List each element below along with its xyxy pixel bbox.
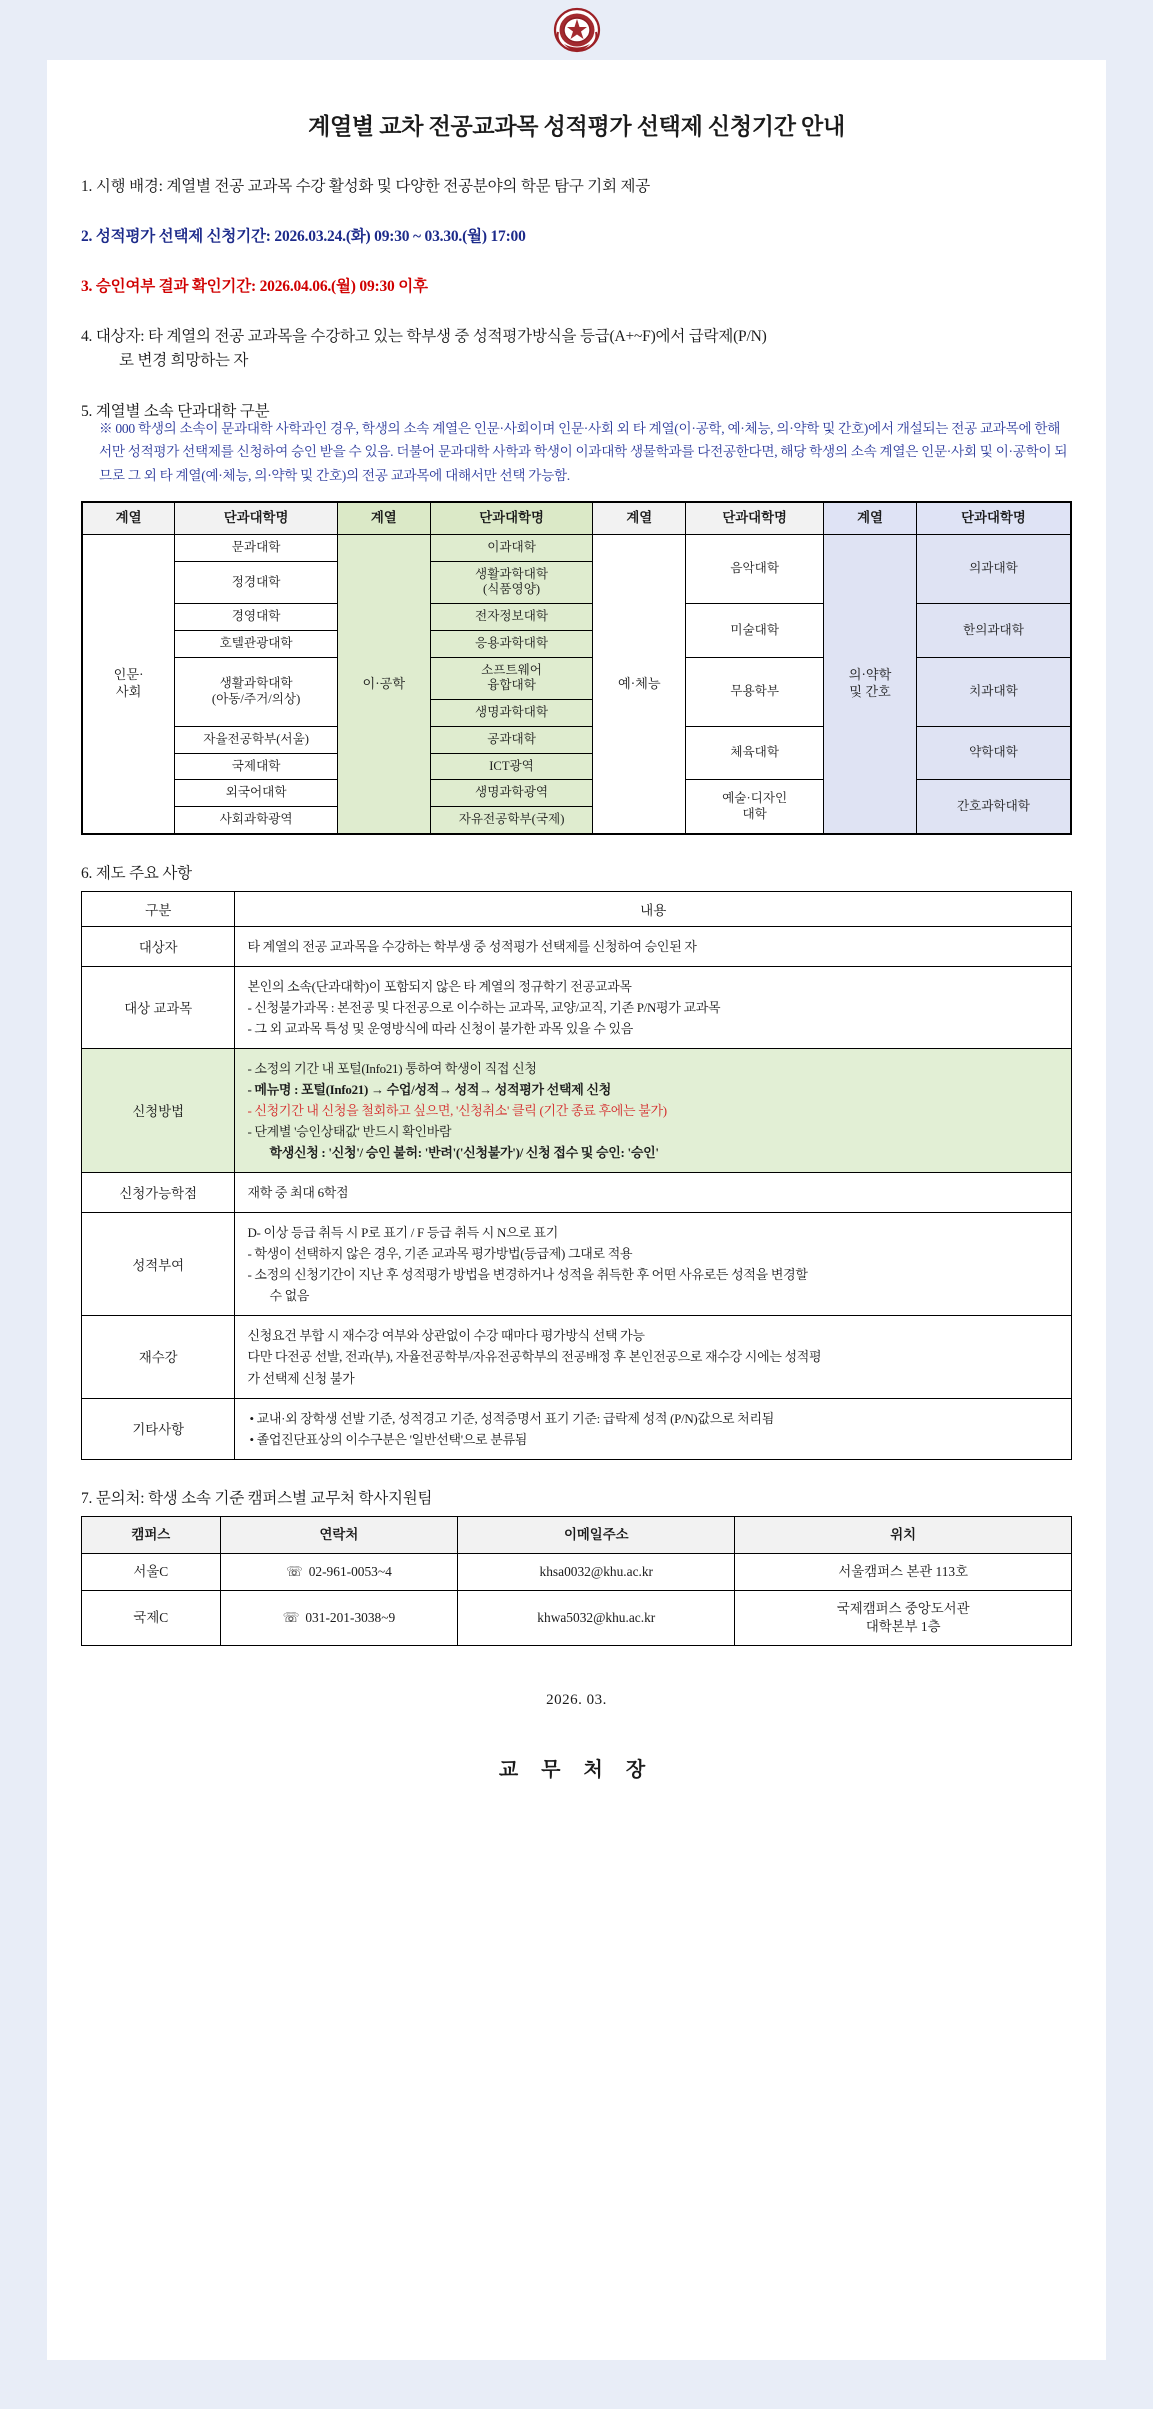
header-college-science: 단과대학명 <box>430 502 593 534</box>
table-header-row <box>82 891 1072 926</box>
table-row <box>82 1398 1072 1459</box>
cell-location <box>735 1553 1072 1590</box>
detail-content <box>235 1173 1072 1213</box>
table-row <box>82 966 1072 1048</box>
detail-line: 본인의 소속(단과대학)이 포함되지 않은 타 계열의 정규학기 전공교과목 <box>247 978 632 994</box>
cell-science-college: 자유전공학부(국제) <box>430 807 593 834</box>
group-humanities <box>82 534 175 833</box>
item-3-result-period: 3. 승인여부 결과 확인기간: 2026.04.06.(월) 09:30 이후 <box>81 278 428 296</box>
detail-label: 재수강 <box>82 1316 235 1398</box>
science-college-name: 소프트웨어 <box>481 662 542 677</box>
university-crest <box>0 0 1153 60</box>
detail-line: D- 이상 등급 취득 시 P로 표기 / F 등급 취득 시 N으로 표기 <box>247 1225 559 1241</box>
detail-line: • 교내·외 장학생 선발 기준, 성적경고 기준, 성적증명서 표기 기준: 급락제 성적 (P/N)값으로 처리됨 <box>249 1410 774 1426</box>
table-row <box>82 604 1071 631</box>
table-header-row <box>82 502 1071 534</box>
crest-emblem-icon <box>550 6 604 58</box>
cell-location <box>735 1590 1072 1645</box>
header-category: 구분 <box>82 891 235 926</box>
header-series-humanities: 계열 <box>82 502 175 534</box>
location-line: 대학본부 1층 <box>865 1618 941 1634</box>
table-row <box>82 1213 1072 1316</box>
document-sheet <box>47 60 1106 2360</box>
table-row <box>82 1590 1072 1645</box>
detail-line: • 졸업진단표상의 이수구분은 '일반선택'으로 분류됨 <box>249 1431 527 1447</box>
phone-icon: ☏ <box>285 1563 303 1579</box>
detail-line: 학생신청 : '신청'/ 승인 불허: '반려'('신청불가')/ 신청 접수 및 승인: '승인' <box>269 1145 659 1161</box>
cell-humanities-college: 외국어대학 <box>175 780 338 807</box>
detail-line: - 학생이 선택하지 않은 경우, 기존 교과목 평가방법(등급제) 그대로 적용 <box>247 1246 633 1262</box>
detail-line: - 그 외 교과목 특성 및 운영방식에 따라 신청이 불가한 과목 있을 수 있음 <box>247 1020 634 1036</box>
cell-humanities-college: 경영대학 <box>175 604 338 631</box>
table-row <box>82 926 1072 966</box>
header-email: 이메일주소 <box>458 1516 735 1553</box>
cell-arts-college: 미술대학 <box>686 604 824 657</box>
detail-line: - 소정의 기간 내 포털(Info21) 통하여 학생이 직접 신청 <box>247 1060 537 1076</box>
header-series-arts: 계열 <box>593 502 686 534</box>
header-content: 내용 <box>235 891 1072 926</box>
cell-science-college: 응용과학대학 <box>430 630 593 657</box>
cell-arts-college: 체육대학 <box>686 726 824 779</box>
detail-content <box>235 966 1072 1048</box>
detail-line: 다만 다전공 선발, 전과(부), 자율전공학부/자유전공학부의 전공배정 후 본인전공으로 재수강 시에는 성적평 <box>247 1349 822 1365</box>
item-2-application-period: 2. 성적평가 선택제 신청기간: 2026.03.24.(화) 09:30 ~ 03.30.(월) 17:00 <box>81 228 526 246</box>
location-line: 서울캠퍼스 본관 113호 <box>838 1563 969 1579</box>
cell-campus: 서울C <box>82 1553 221 1590</box>
group-arts: 예·체능 <box>593 534 686 833</box>
cell-humanities-college: 호텔관광대학 <box>175 630 338 657</box>
cell-science-college: 공과대학 <box>430 726 593 753</box>
detail-content <box>235 1398 1072 1459</box>
header-campus: 캠퍼스 <box>82 1516 221 1553</box>
detail-label: 대상자 <box>82 926 235 966</box>
cell-humanities-college: 국제대학 <box>175 753 338 780</box>
contact-table <box>81 1516 1072 1646</box>
detail-line: 수 없음 <box>269 1288 310 1304</box>
detail-label: 신청방법 <box>82 1048 235 1172</box>
header-location: 위치 <box>735 1516 1072 1553</box>
group-medical <box>824 534 917 833</box>
detail-content <box>235 926 1072 966</box>
item-4-eligibility <box>81 325 1072 373</box>
cell-humanities-college: 문과대학 <box>175 534 338 561</box>
table-row <box>82 1553 1072 1590</box>
cell-science-college: 전자정보대학 <box>430 604 593 631</box>
detail-line: 가 선택제 신청 불가 <box>247 1370 355 1386</box>
cell-medical-college: 한의과대학 <box>916 604 1071 657</box>
program-details-table <box>81 891 1072 1460</box>
cell-science-college: 생명과학대학 <box>430 700 593 727</box>
detail-line: - 신청기간 내 신청을 철회하고 싶으면, '신청취소' 클릭 (기간 종료 후에는 불가) <box>247 1103 667 1119</box>
cell-medical-college: 간호과학대학 <box>916 780 1071 834</box>
science-college-sub: (식품영양) <box>483 582 541 597</box>
table-row <box>82 1316 1072 1398</box>
table-row <box>82 534 1071 561</box>
phone-number: 031-201-3038~9 <box>305 1609 396 1625</box>
cell-humanities-college <box>175 657 338 726</box>
detail-line: 신청요건 부합 시 재수강 여부와 상관없이 수강 때마다 평가방식 선택 가능 <box>247 1328 645 1344</box>
cell-arts-college: 음악대학 <box>686 534 824 603</box>
location-line: 국제캠퍼스 중앙도서관 <box>836 1600 970 1616</box>
header-phone: 연락처 <box>220 1516 458 1553</box>
cell-science-college: 생명과학광역 <box>430 780 593 807</box>
header-college-humanities: 단과대학명 <box>175 502 338 534</box>
detail-content <box>235 1048 1072 1172</box>
cell-medical-college: 의과대학 <box>916 534 1071 603</box>
table-row <box>82 657 1071 699</box>
detail-line: 재학 중 최대 6학점 <box>247 1185 349 1201</box>
arts-college-sub: 대학 <box>742 806 767 821</box>
header-college-medical: 단과대학명 <box>916 502 1071 534</box>
phone-icon: ☏ <box>282 1609 300 1625</box>
cell-science-college: ICT광역 <box>430 753 593 780</box>
page-title: 계열별 교차 전공교과목 성적평가 선택제 신청기간 안내 <box>308 114 845 139</box>
cell-phone <box>220 1553 458 1590</box>
document-date: 2026. 03. <box>546 1692 607 1709</box>
group-medical-line2: 및 간호 <box>849 683 891 699</box>
item-4-line-2: 로 변경 희망하는 자 <box>119 352 249 370</box>
table-row <box>82 726 1071 753</box>
detail-line: - 메뉴명 : 포털(Info21) → 수업/성적→ 성적→ 성적평가 선택제 신청 <box>247 1082 611 1097</box>
header-college-arts: 단과대학명 <box>686 502 824 534</box>
detail-label: 기타사항 <box>82 1398 235 1459</box>
cell-phone <box>220 1590 458 1645</box>
group-medical-line1: 의·약학 <box>848 667 892 683</box>
cell-medical-college: 약학대학 <box>916 726 1071 779</box>
header-series-medical: 계열 <box>824 502 917 534</box>
detail-content <box>235 1316 1072 1398</box>
cell-humanities-college: 사회과학광역 <box>175 807 338 834</box>
humanities-college-sub: (아동/주거/의상) <box>211 691 301 706</box>
cell-arts-college: 무용학부 <box>686 657 824 726</box>
detail-content <box>235 1213 1072 1316</box>
item-1-background: 1. 시행 배경: 계열별 전공 교과목 수강 활성화 및 다양한 전공분야의 학문 탐구 기회 제공 <box>81 178 651 195</box>
cell-campus: 국제C <box>82 1590 221 1645</box>
cell-science-college <box>430 657 593 699</box>
item-6-heading: 6. 제도 주요 사항 <box>81 864 192 882</box>
group-science: 이·공학 <box>337 534 430 833</box>
cell-email[interactable]: khsa0032@khu.ac.kr <box>458 1553 735 1590</box>
detail-line: - 소정의 신청기간이 지난 후 성적평가 방법을 변경하거나 성적을 취득한 후 어떤 사유로든 성적을 변경할 <box>247 1267 808 1283</box>
detail-label: 신청가능학점 <box>82 1173 235 1213</box>
detail-label: 성적부여 <box>82 1213 235 1316</box>
college-classification-table <box>81 501 1072 835</box>
document-signature: 교 무 처 장 <box>498 1759 655 1782</box>
cell-humanities-college: 정경대학 <box>175 561 338 603</box>
item-5-heading: 5. 계열별 소속 단과대학 구분 <box>81 403 270 421</box>
group-humanities-line2: 사회 <box>115 683 142 699</box>
table-row-highlighted <box>82 1048 1072 1172</box>
detail-line: - 신청불가과목 : 본전공 및 다전공으로 이수하는 교과목, 교양/교직, 기존 P/N평가 교과목 <box>247 999 721 1015</box>
detail-line: 타 계열의 전공 교과목을 수강하는 학부생 중 성적평가 선택제를 신청하여 승인된 자 <box>247 938 697 954</box>
detail-line: - 단계별 '승인상태값' 반드시 확인바람 <box>247 1124 452 1140</box>
arts-college-name: 예술·디자인 <box>722 790 788 805</box>
cell-arts-college <box>686 780 824 834</box>
table-row <box>82 1173 1072 1213</box>
cell-email[interactable]: khwa5032@khu.ac.kr <box>458 1590 735 1645</box>
item-4-line-1: 4. 대상자: 타 계열의 전공 교과목을 수강하고 있는 학부생 중 성적평가방식을 등급(A+~F)에서 급락제(P/N) <box>81 328 767 346</box>
cell-medical-college: 치과대학 <box>916 657 1071 726</box>
table-row <box>82 780 1071 807</box>
humanities-college-name: 생활과학대학 <box>219 675 293 690</box>
group-humanities-line1: 인문· <box>113 667 144 683</box>
item-7-heading: 7. 문의처: 학생 소속 기준 캠퍼스별 교무처 학사지원팀 <box>81 1489 433 1507</box>
classification-note: ※ 000 학생의 소속이 문과대학 사학과인 경우, 학생의 소속 계열은 인문·사회이며 인문·사회 외 타 계열(이·공학, 예·체능, 의·약학 및 간호)에서 개설되는 전공 교과목에 한해서만 성적평가 선택제를 신청하여 승인 받을 수 있음. 더불어 문과대학 사학과 학생이 이과대학 생물학과를 다전공한다면, 해당 학생의 소속 계열은 인문·사회 및 이·공학이 되므로 그 외 타 계열(예·체능, 의·약학 및 간호)의 전공 교과목에 대해서만 선택 가능함. <box>99 421 1068 483</box>
phone-number: 02-961-0053~4 <box>308 1563 392 1579</box>
cell-science-college <box>430 561 593 603</box>
science-college-sub: 융합대학 <box>487 678 536 693</box>
cell-humanities-college: 자율전공학부(서울) <box>175 726 338 753</box>
science-college-name: 생활과학대학 <box>475 566 549 581</box>
cell-science-college: 이과대학 <box>430 534 593 561</box>
header-series-science: 계열 <box>337 502 430 534</box>
table-header-row <box>82 1516 1072 1553</box>
detail-label: 대상 교과목 <box>82 966 235 1048</box>
